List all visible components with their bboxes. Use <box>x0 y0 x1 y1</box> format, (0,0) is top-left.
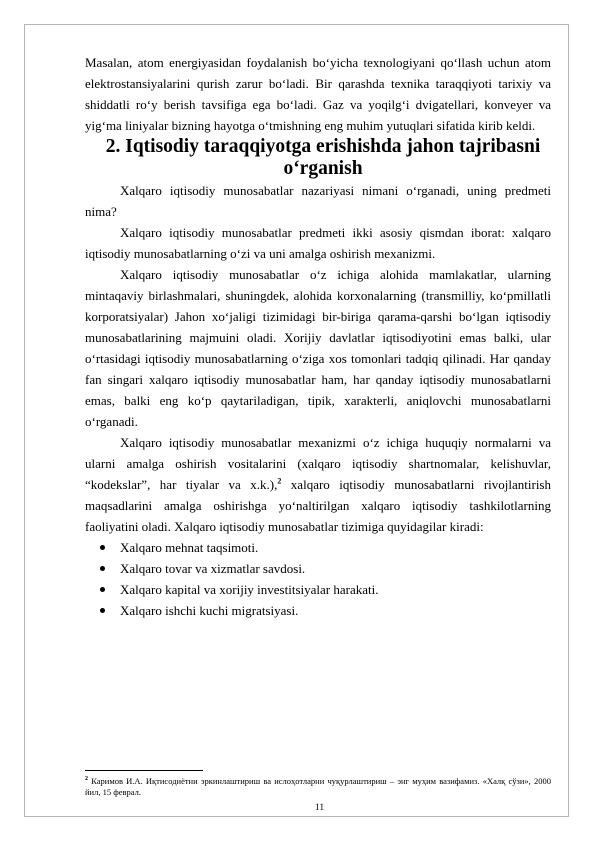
bullet-icon <box>100 566 105 571</box>
bullet-icon <box>100 608 105 613</box>
list-item-text: Xalqaro kapital va xorijiy investitsiyalar harakati. <box>120 582 379 597</box>
list-item-text: Xalqaro ishchi kuchi migratsiyasi. <box>120 603 299 618</box>
footnote-reference[interactable]: 2 <box>277 476 282 486</box>
intro-paragraph: Masalan, atom energiyasidan foydalanish bo‘yicha texnologiyani qo‘llash uchun atom elektrostansiyalarini qurish zarur bo‘ladi. Bir qarashda texnika taraqqiyoti tarixiy va shiddatli ro‘y berish tavsifiga ega bo‘ladi. Gaz va yoqilg‘i dvigatellari, konveyer va yig‘ma liniyalar bizning hayotga o‘tmishning eng muhim yutuqlari sifatida kirib keldi. <box>85 55 551 133</box>
list-item <box>85 579 551 600</box>
list-item-text: Xalqaro mehnat taqsimoti. <box>120 540 259 555</box>
footnote-text: Каримов И.А. Иқтисодиётни эркинлаштириш ва ислоҳотларни чуқурлаштириш – энг муҳим вазифамиз. «Халқ сўзи», 2000 йил, 15 феврал. <box>85 776 551 797</box>
paragraph-mechanism-start: Xalqaro iqtisodiy munosabatlar mexanizmi o‘z ichiga huquqiy normalarni va ularni amalga oshirish vositalarini (xalqaro iqtisodiy shartnomalar, kelishuvlar, “kodekslar”, har tiyalar va x.k.), <box>85 435 551 492</box>
footnote-marker: 2 <box>85 776 88 783</box>
list-item <box>85 558 551 579</box>
bullet-icon <box>100 587 105 592</box>
paragraph-mechanism <box>85 432 551 537</box>
list-item-text: Xalqaro tovar va xizmatlar savdosi. <box>120 561 306 576</box>
bullet-list <box>85 537 551 621</box>
bullet-icon <box>100 545 105 550</box>
list-item <box>85 537 551 558</box>
footnote <box>85 776 551 798</box>
paragraph-long: Xalqaro iqtisodiy munosabatlar o‘z ichiga alohida mamlakatlar, ularning mintaqaviy birlashmalari, shuningdek, alohida korxonalarning (transmilliy, ko‘pmillatli korporatsiyalar) Jahon xo‘jaligi tizimidagi bir-biriga qarama-qarshi bo‘lgan iqtisodiy munosabatlarining majmuini oladi. Xorijiy davlatlar iqtisodiyotini emas balki, ular o‘rtasidagi iqtisodiy munosabatlarning o‘ziga xos tomonlari tadqiq qilinadi. Har qanday fan singari xalqaro iqtisodiy munosabatlar ham, har qanday iqtisodiy munosabatlarni emas, balki eng ko‘p qaytariladigan, tipik, xarakterli, aniqlovchi munosabatlarni o‘rganadi. <box>85 267 551 429</box>
page-number: 11 <box>314 803 325 813</box>
footnote-separator <box>85 770 203 771</box>
paragraph-question: Xalqaro iqtisodiy munosabatlar nazariyasi nimani o‘rganadi, uning predmeti nima? <box>85 183 551 219</box>
document-body <box>85 52 551 621</box>
paragraph-mechanism-end: xalqaro iqtisodiy munosabatlarni rivojlantirish maqsadlarini amalga oshirishga yo‘naltirilgan xalqaro iqtisodiy tashkilotlarning faoliyatini oladi. Xalqaro iqtisodiy munosabatlar tizimiga quyidagilar kiradi: <box>85 477 551 534</box>
paragraph-subject: Xalqaro iqtisodiy munosabatlar predmeti ikki asosiy qismdan iborat: xalqaro iqtisodiy munosabatlarning o‘zi va uni amalga oshirish mexanizmi. <box>85 225 551 261</box>
section-heading: 2. Iqtisodiy taraqqiyotga erishishda jahon tajribasni o‘rganish <box>105 136 541 179</box>
list-item <box>85 600 551 621</box>
